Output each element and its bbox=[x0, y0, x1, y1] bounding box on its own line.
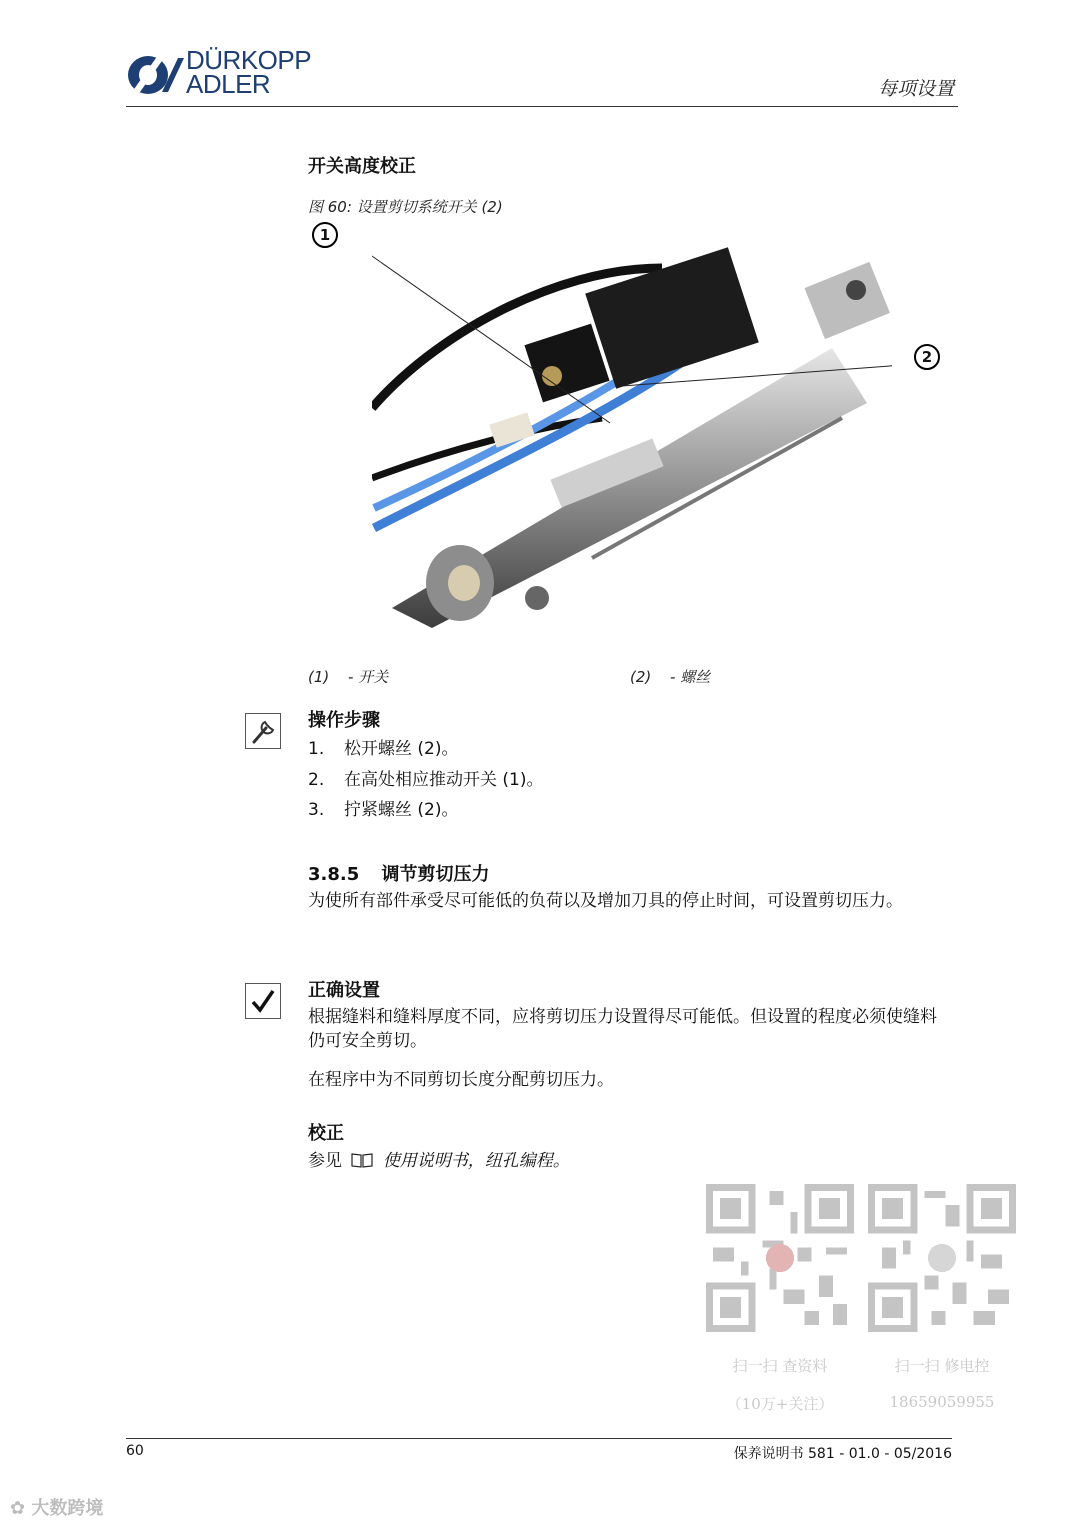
procedure-step bbox=[308, 768, 543, 792]
book-icon bbox=[351, 1152, 373, 1168]
legend-label: - 开关 bbox=[348, 668, 389, 686]
brand-line-2: ADLER bbox=[186, 69, 271, 99]
step-text: 拧紧螺丝 (2)。 bbox=[344, 800, 459, 820]
qr-code-icon bbox=[868, 1184, 1016, 1332]
step-number: 1. bbox=[308, 739, 325, 759]
page-number: 60 bbox=[126, 1443, 144, 1459]
correction-title: 校正 bbox=[308, 1123, 344, 1144]
footer-divider bbox=[126, 1438, 952, 1439]
section-title: 调节剪切压力 bbox=[381, 864, 490, 885]
step-text: 松开螺丝 (2)。 bbox=[344, 739, 459, 759]
watermark-logo-icon: ✿ bbox=[10, 1498, 26, 1519]
procedure-step bbox=[308, 737, 458, 761]
legend-number: (1) bbox=[308, 668, 330, 686]
header-divider bbox=[126, 106, 958, 107]
section-header-title: 每项设置 bbox=[877, 78, 954, 100]
legend-label: - 螺丝 bbox=[670, 668, 711, 686]
qr-caption: （10万+关注） bbox=[726, 1395, 834, 1413]
document-info: 保养说明书 581 - 01.0 - 05/2016 bbox=[733, 1446, 952, 1462]
qr-code-icon bbox=[706, 1184, 854, 1332]
figure-caption: 图 60: 设置剪切系统开关 (2) bbox=[308, 198, 503, 216]
step-number: 3. bbox=[308, 800, 325, 820]
step-text: 在高处相应推动开关 (1)。 bbox=[344, 770, 544, 790]
reference-text: 使用说明书，纽孔编程。 bbox=[382, 1151, 570, 1171]
legend-number: (2) bbox=[630, 668, 652, 686]
watermark-text: 大数跨境 bbox=[31, 1498, 104, 1519]
correct-setting-paragraph-1: 根据缝料和缝料厚度不同，应将剪切压力设置得尽可能低。但设置的程度必须使缝料仍可安全剪切。 bbox=[308, 1007, 937, 1051]
pressure-paragraph: 为使所有部件承受尽可能低的负荷以及增加刀具的停止时间，可设置剪切压力。 bbox=[308, 891, 903, 911]
brand-name bbox=[186, 45, 312, 99]
checkmark-icon bbox=[245, 983, 281, 1019]
qr-caption: 扫一扫 查资料 bbox=[732, 1357, 828, 1375]
correct-setting-paragraph-2: 在程序中为不同剪切长度分配剪切压力。 bbox=[308, 1070, 614, 1090]
reference-prefix: 参见 bbox=[308, 1151, 342, 1171]
procedure-step bbox=[308, 798, 458, 822]
correct-setting-title: 正确设置 bbox=[308, 980, 380, 1001]
section-number: 3.8.5 bbox=[308, 864, 360, 885]
callout-1: 1 bbox=[312, 222, 338, 248]
brand-line-1: DÜRKOPP bbox=[186, 45, 312, 75]
legend-item bbox=[630, 666, 710, 687]
pressure-section-heading bbox=[308, 860, 490, 886]
qr-caption: 扫一扫 修电控 bbox=[894, 1357, 990, 1375]
legend-item bbox=[308, 666, 388, 687]
wrench-icon bbox=[245, 713, 281, 749]
step-number: 2. bbox=[308, 770, 325, 790]
cylinder-photo bbox=[372, 228, 892, 648]
durkopp-adler-logo-icon bbox=[126, 52, 184, 98]
correction-reference bbox=[308, 1149, 570, 1173]
qr-caption: 18659059955 bbox=[889, 1393, 995, 1411]
callout-2: 2 bbox=[914, 344, 940, 370]
corner-watermark bbox=[10, 1494, 103, 1520]
procedure-title: 操作步骤 bbox=[308, 710, 380, 731]
switch-section-title: 开关高度校正 bbox=[308, 156, 416, 177]
